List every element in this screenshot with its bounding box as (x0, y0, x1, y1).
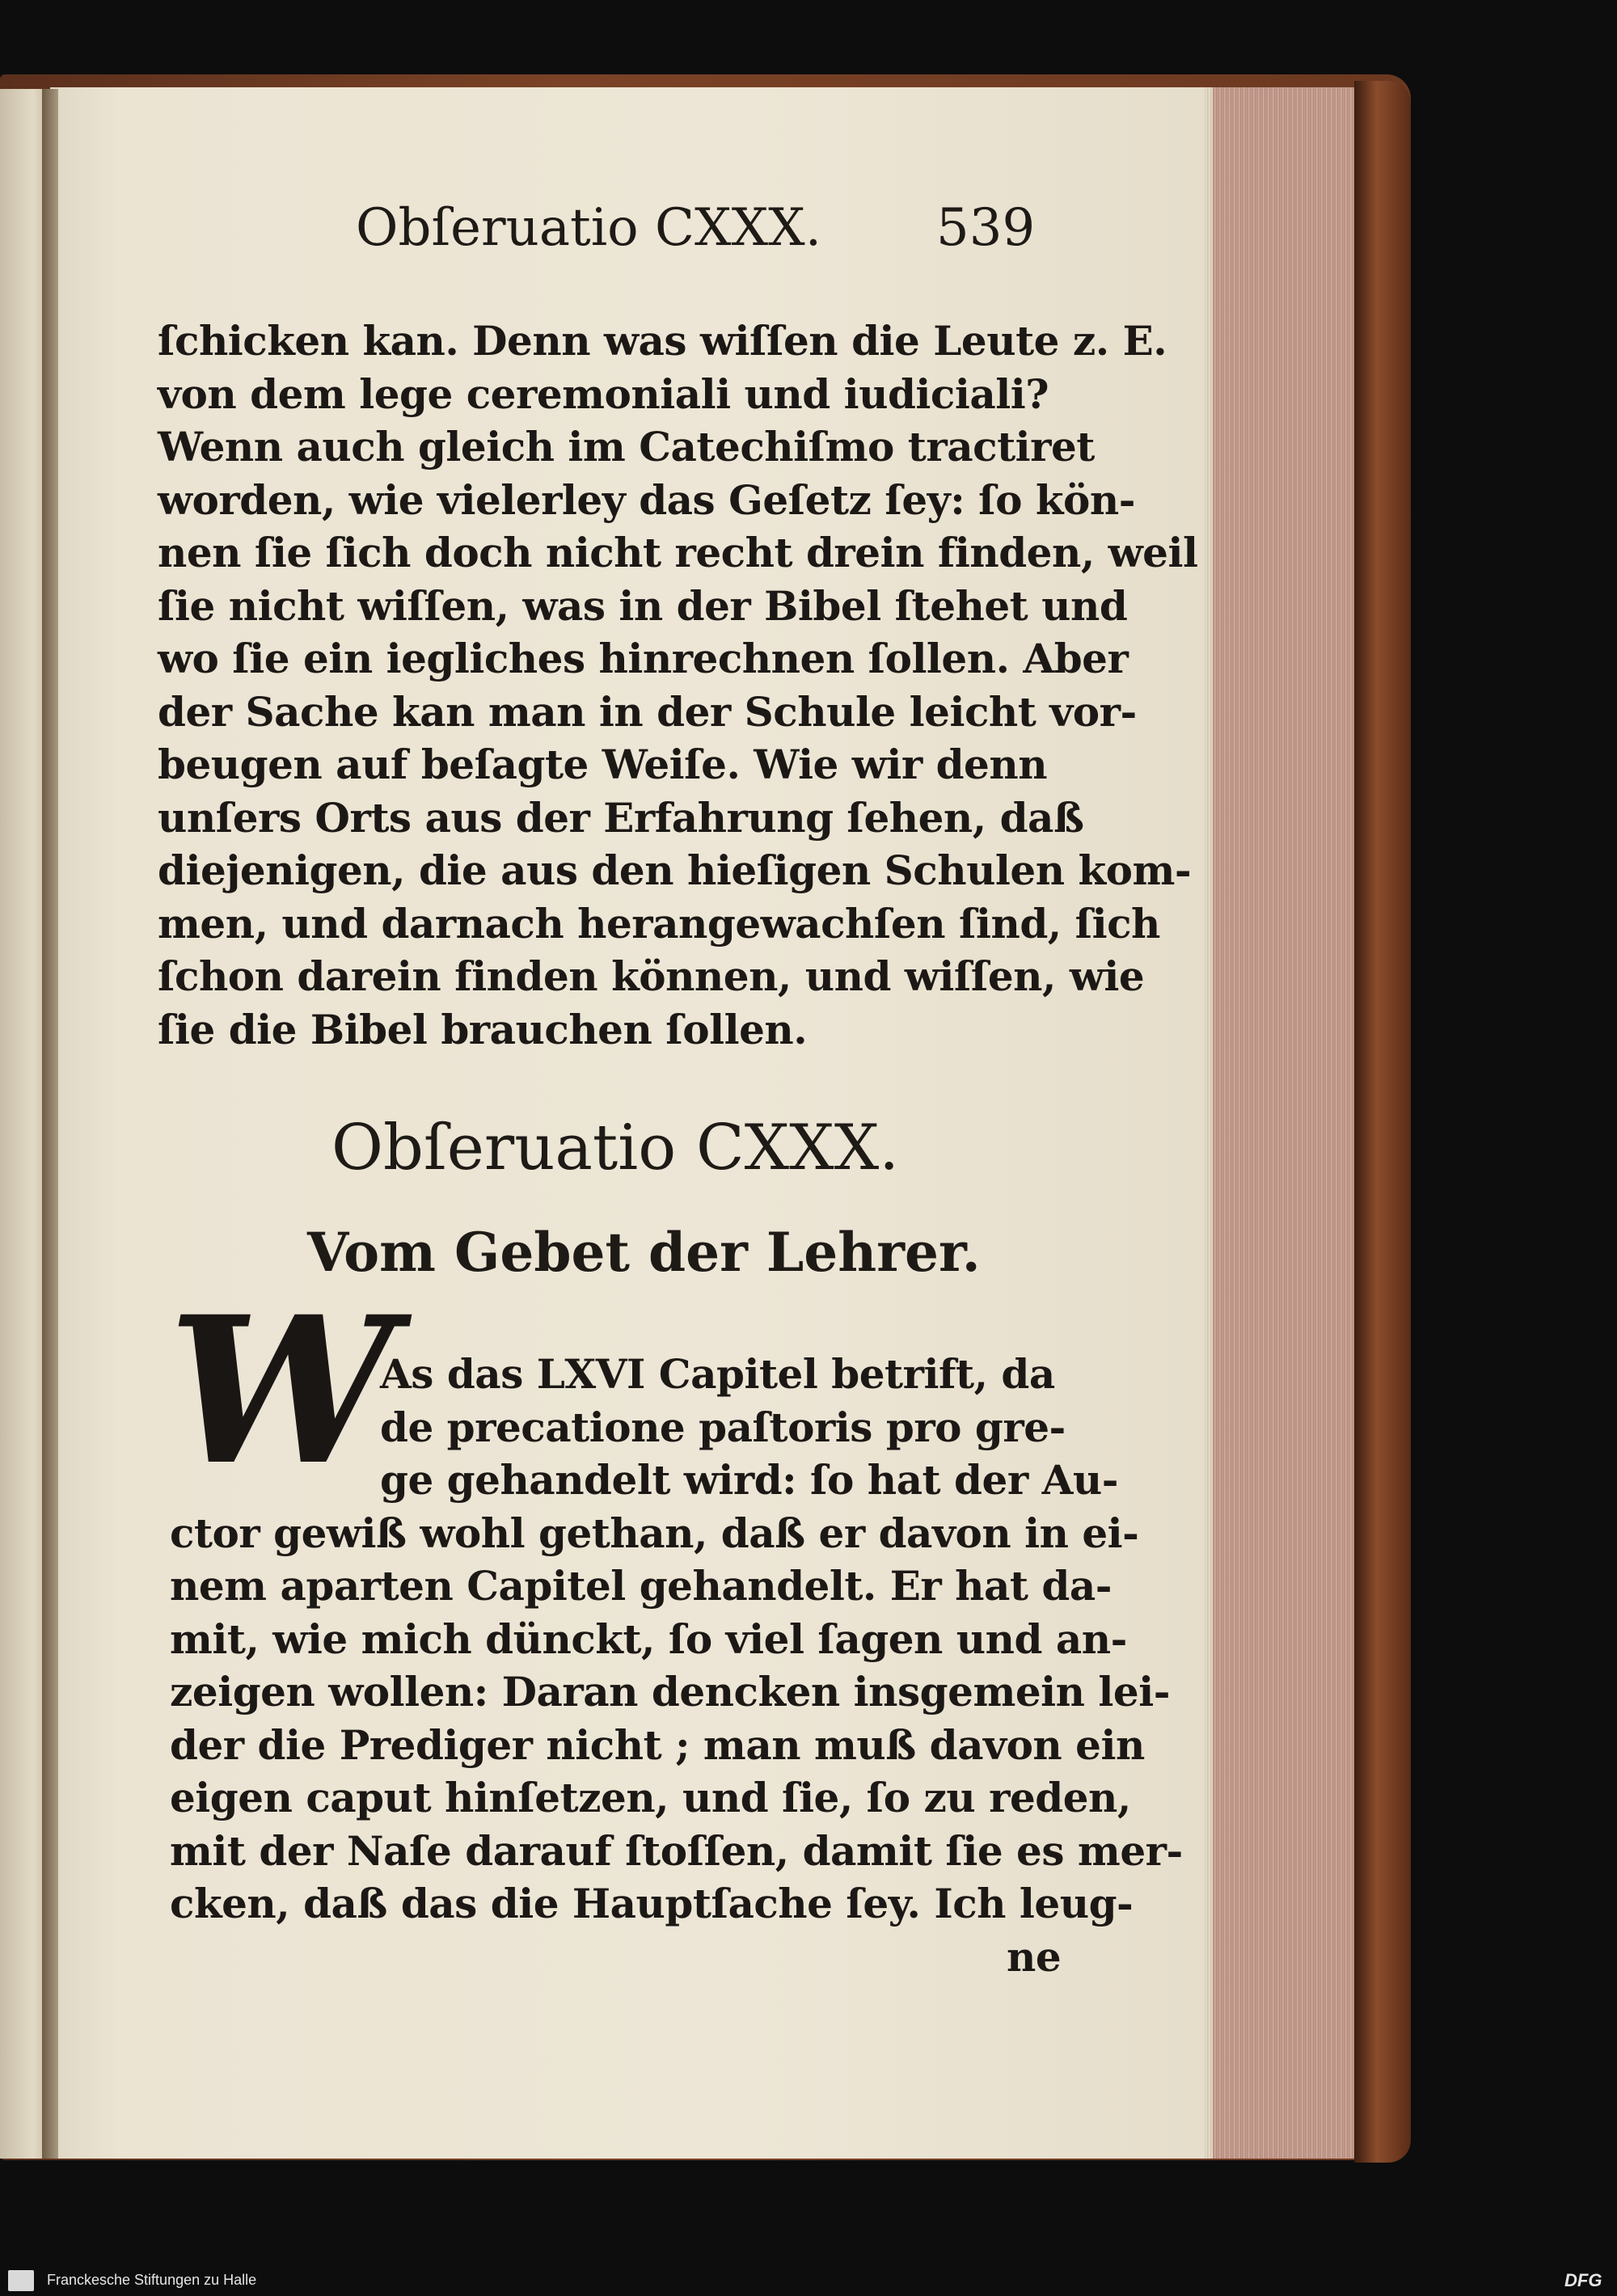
left-page-sliver (0, 89, 47, 2159)
text-line: zeigen wollen: Daran dencken insgemein lei- (170, 1668, 1170, 1716)
text-line: wo ſie ein iegliches hinrechnen ſollen. Aber (158, 635, 1129, 682)
running-header-title: Obſeruatio CXXX. (356, 198, 822, 258)
section-subtitle: Vom Gebet der Lehrer. (307, 1221, 981, 1284)
institution-logo-icon (8, 2270, 34, 2291)
page-gutter (42, 89, 58, 2159)
page-edges (1193, 87, 1354, 2159)
text-line: ſchon darein finden können, und wiſſen, wie (158, 952, 1145, 1000)
text-line: ſie die Bibel brauchen ſollen. (158, 1005, 808, 1053)
book-back-edge (1354, 81, 1411, 2163)
text-line: eigen caput hinſetzen, und ſie, ſo zu reden, (170, 1774, 1131, 1821)
text-line: diejenigen, die aus den hieſigen Schulen kom- (158, 846, 1192, 894)
text-line: mit, wie mich dünckt, ſo viel ſagen und an- (170, 1614, 1127, 1663)
text-line: Wenn auch gleich im Catechiſmo tractiret (158, 423, 1095, 471)
text-line: ſchicken kan. Denn was wiſſen die Leute z. E. (158, 317, 1167, 365)
text-line: ge gehandelt wird: ſo hat der Au- (380, 1456, 1118, 1504)
text-line: nem aparten Capitel gehandelt. Er hat da- (170, 1562, 1112, 1610)
text-line: der die Prediger nicht ; man muß davon ein (170, 1720, 1145, 1769)
footer-institution: Franckesche Stiftungen zu Halle (47, 2272, 257, 2288)
text-line: de precatione paſtoris pro gre- (380, 1403, 1066, 1451)
page-number: 539 (936, 198, 1036, 258)
text-line: men, und darnach herangewachſen ſind, ſich (158, 899, 1160, 948)
text-line: von dem lege ceremoniali und iudiciali? (158, 369, 1049, 418)
decorative-initial: W (168, 1272, 395, 1509)
text-line: beugen auf beſagte Weiſe. Wie wir denn (158, 741, 1048, 788)
text-line: worden, wie vielerley das Geſetz ſey: ſo kön- (158, 475, 1135, 524)
text-line: nen ſie ſich doch nicht recht drein finden, weil (158, 529, 1198, 576)
text-line: ne (1007, 1932, 1062, 1981)
dfg-logo: DFG (1564, 2270, 1602, 2290)
text-line: As das LXVI Capitel betrift, da (380, 1350, 1055, 1398)
text-line: ſie nicht wiſſen, was in der Bibel ſtehet und (158, 581, 1128, 630)
section-title: Obſeruatio CXXX. (331, 1112, 900, 1184)
text-line: unſers Orts aus der Erfahrung ſehen, daß (158, 793, 1084, 842)
text-line: cken, daß das die Hauptſache ſey. Ich leug- (170, 1880, 1134, 1927)
text-line: ctor gewiß wohl gethan, daß er davon in ei- (170, 1509, 1139, 1557)
text-line: mit der Naſe darauf ſtoſſen, damit ſie es mer- (170, 1826, 1183, 1875)
text-line: der Sache kan man in der Schule leicht vor- (158, 687, 1137, 736)
